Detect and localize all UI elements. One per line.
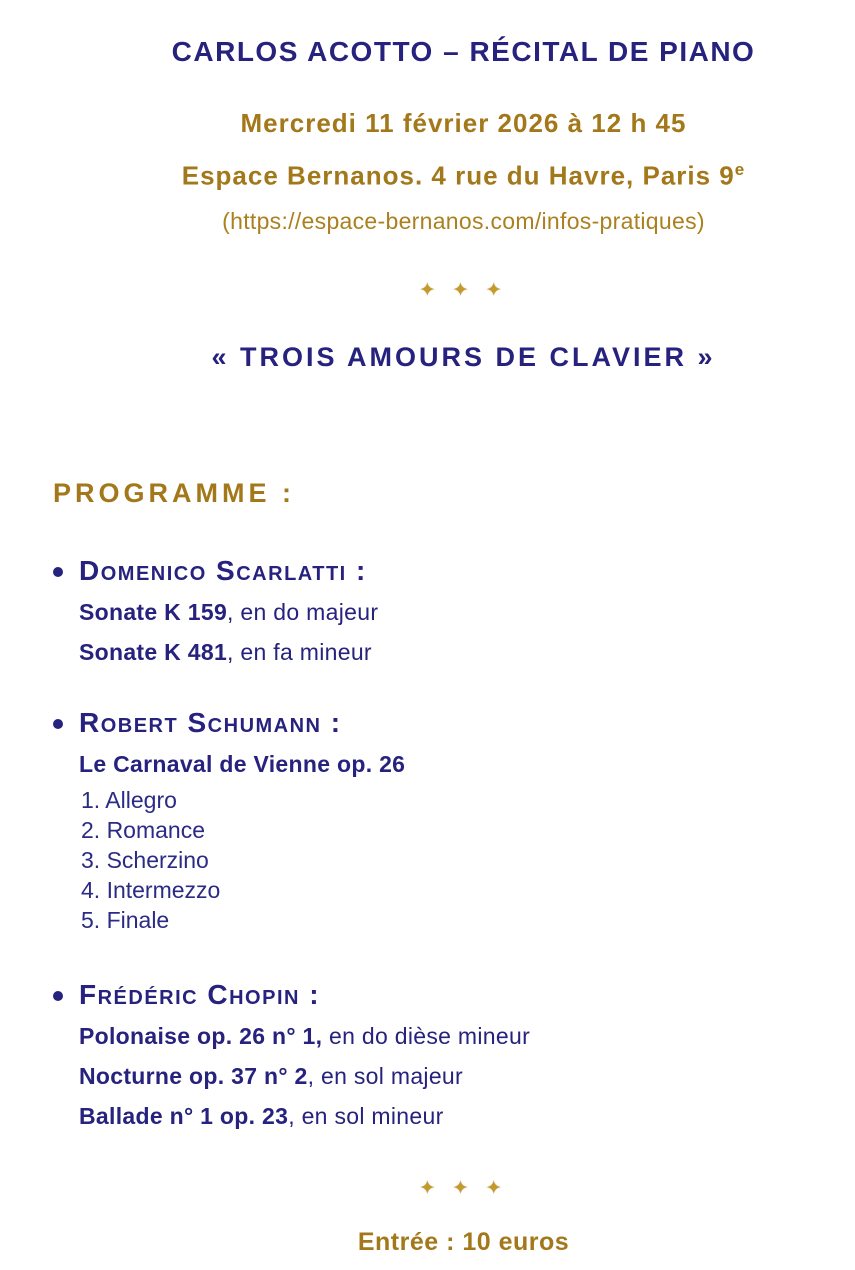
- entry-price: Entrée : 10 euros: [357, 1227, 570, 1256]
- flyer-footer: [0, 1177, 855, 1257]
- work-line: [79, 750, 825, 779]
- concert-title: « TROIS AMOURS DE CLAVIER »: [211, 341, 716, 372]
- work-title: Sonate K 159: [79, 598, 228, 625]
- work-line: [79, 1062, 825, 1091]
- event-date: Mercredi 11 février 2026 à 12 h 45: [240, 108, 687, 138]
- star-ornament-icon: ✦ ✦ ✦: [419, 279, 508, 301]
- movement-item: 4. Intermezzo: [81, 876, 221, 903]
- star-ornament-icon: ✦ ✦ ✦: [419, 1177, 508, 1199]
- bullet-icon: [53, 991, 63, 1001]
- composer-name-schumann: Robert Schumann :: [79, 706, 342, 738]
- work-key: , en sol majeur: [307, 1062, 463, 1089]
- work-key: , en do majeur: [227, 598, 379, 625]
- work-key: en do dièse mineur: [322, 1022, 531, 1049]
- movement-item: 1. Allegro: [81, 786, 177, 813]
- work-title: Polonaise op. 26 n° 1,: [79, 1022, 323, 1049]
- composer-block-schumann: [53, 707, 825, 935]
- work-key: , en sol mineur: [288, 1102, 444, 1129]
- composer-line: [53, 555, 825, 587]
- work-line: [79, 598, 825, 627]
- event-venue: [72, 155, 855, 191]
- movement-item: 3. Scherzino: [81, 846, 209, 873]
- program-heading: PROGRAMME :: [53, 477, 295, 508]
- work-title: Nocturne op. 37 n° 2: [79, 1062, 308, 1089]
- work-line: [79, 638, 825, 667]
- page-title: CARLOS ACOTTO – RÉCITAL DE PIANO: [171, 36, 756, 67]
- flyer-header: [0, 36, 855, 373]
- movement-list: [81, 785, 825, 935]
- work-key: , en fa mineur: [227, 638, 372, 665]
- venue-superscript: e: [734, 160, 746, 179]
- work-title: Sonate K 481: [79, 638, 228, 665]
- composer-name-scarlatti: Domenico Scarlatti :: [79, 554, 367, 586]
- work-line: [79, 1022, 825, 1051]
- composer-line: [53, 707, 825, 739]
- movement-item: 5. Finale: [81, 906, 170, 933]
- program-section: [53, 477, 825, 1131]
- work-line: [79, 1102, 825, 1131]
- composer-name-chopin: Frédéric Chopin :: [79, 978, 321, 1010]
- composer-block-chopin: [53, 979, 825, 1131]
- venue-text: Espace Bernanos. 4 rue du Havre, Paris 9: [181, 160, 735, 191]
- work-title: Le Carnaval de Vienne op. 26: [79, 750, 406, 777]
- movement-item: 2. Romance: [81, 816, 206, 843]
- work-title: Ballade n° 1 op. 23: [79, 1102, 289, 1129]
- bullet-icon: [53, 719, 63, 729]
- venue-url: (https://espace-bernanos.com/infos-pratiques): [222, 207, 705, 234]
- composer-line: [53, 979, 825, 1011]
- bullet-icon: [53, 567, 63, 577]
- composer-block-scarlatti: [53, 555, 825, 667]
